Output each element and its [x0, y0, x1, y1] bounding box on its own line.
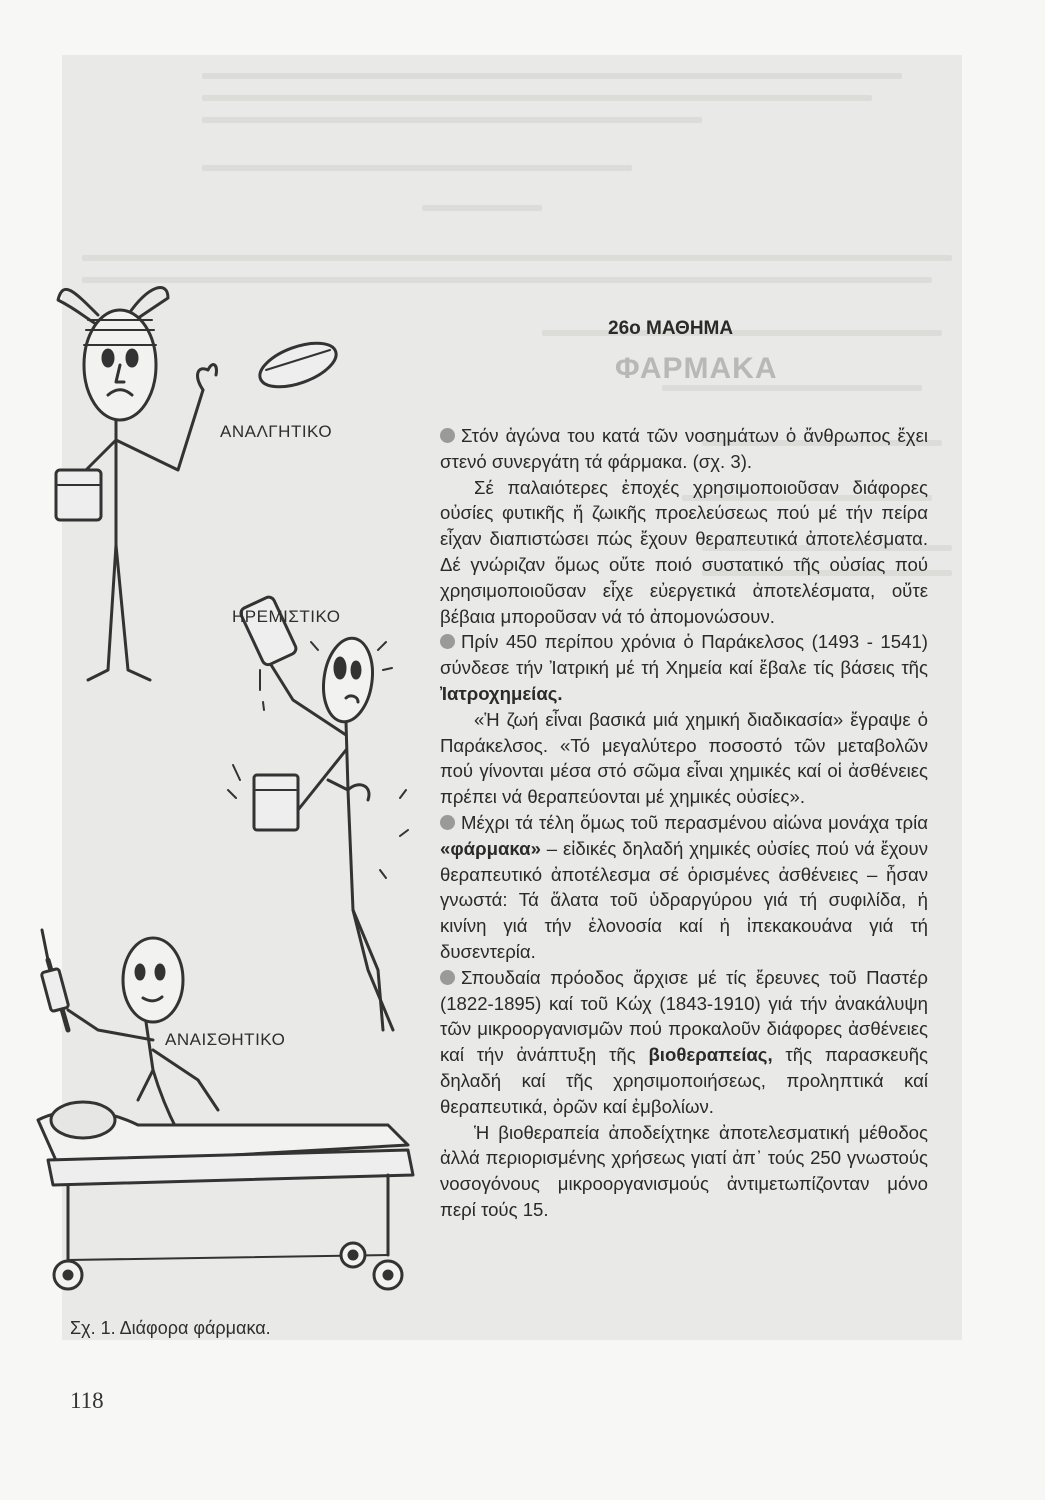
label-sedative: ΗΡΕΜΙΣΤΙΚΟ	[232, 607, 341, 626]
ghost-line	[82, 255, 952, 261]
page-number: 118	[70, 1388, 104, 1413]
label-analgesic: ΑΝΑΛΓΗΤΙΚΟ	[220, 422, 333, 441]
paragraph: Ἡ βιοθεραπεία ἀποδείχτηκε ἀποτελεσματική μέθοδος ἀλλά περιορισμένης χρήσεως γιατί ἀπ᾽ τούς 250 γνωστούς νοσογόνους μικροοργανισμούς ἀντιμετωπίζονταν μόνο περί τούς 15.	[440, 1121, 928, 1220]
bullet-icon	[440, 428, 455, 443]
paragraph: Στόν ἀγώνα του κατά τῶν νοσημάτων ὁ ἄνθρωπος ἔχει στενό συνεργάτη τά φάρμακα. (σχ. 3).	[440, 425, 928, 472]
lesson-title: ΦΑΡΜΑΚΑ	[615, 352, 778, 385]
paragraph: Σπουδαία πρόοδος ἄρχισε μέ τίς ἔρευνες τοῦ Παστέρ (1822-1895) καί τοῦ Κώχ (1843-1910) γιά τήν ἀνακάλυψη τῶν μικροοργανισμῶν πού προκαλοῦν διάφορες ἀσθένειες καί τήν ἀνάπτυξη τῆς βιοθεραπείας, τῆς παρασκευῆς δηλαδή καί τῆς χρησιμοποιήσεως, προληπτικά καί θεραπευτικά, ὀρῶν καί ἐμβολίων.	[440, 966, 928, 1117]
paragraph: Μέχρι τά τέλη ὅμως τοῦ περασμένου αἰώνα μονάχα τρία «φάρμακα» – εἰδικές δηλαδή χημικές οὐσίες πού νά ἔχουν θεραπευτικό ἀποτέλεσμα σέ ὁρισμένες ἀσθένειες – ἦσαν γνωστά: Τά ἅλατα τοῦ ὑδραργύρου γιά τή συφιλίδα, ἡ κινίνη γιά τήν ἑλονοσία καί ἡ ἰπεκακουάνα γιά τή δυσεντερία.	[440, 811, 928, 962]
paragraph: Πρίν 450 περίπου χρόνια ὁ Παράκελσος (1493 - 1541) σύνδεσε τήν Ἰατρική μέ τή Χημεία καί ἔβαλε τίς βάσεις τῆς Ἰατροχημείας.	[440, 631, 928, 704]
body-text	[440, 423, 928, 1223]
bullet-icon	[440, 970, 455, 985]
ghost-line	[202, 95, 872, 101]
anesthetic-figure	[38, 930, 413, 1289]
paragraph: «Ἡ ζωή εἶναι βασικά μιά χημική διαδικασία» ἔγραψε ὁ Παράκελσος. «Τό μεγαλύτερο ποσοστό τῶν μεταβολῶν πού γίνονται μέσα στό σῶμα εἶναι χημικές καί οἱ ἀσθένειες πρέπει νά θεραπεύονται μέ χημικές οὐσίες».	[440, 708, 928, 808]
sedative-figure	[228, 595, 408, 1030]
bullet-icon	[440, 634, 455, 649]
ghost-line	[202, 165, 632, 171]
paragraph: Σέ παλαιότερες ἐποχές χρησιμοποιοῦσαν διάφορες οὐσίες φυτικῆς ἤ ζωικῆς προελεύσεως πού μέ τήν πείρα εἶχαν διαπιστώσει πώς ἔχουν θεραπευτικά ἀποτελέσματα. Δέ γνώριζαν ὅμως οὔτε ποιό συστατικό τῆς οὐσίας πού χρησιμοποιοῦσαν εἶχε εὐεργετικά ἀποτελέσματα, οὔτε βέβαια μποροῦσαν νά τό ἀπομονώσουν.	[440, 476, 928, 627]
figure-caption: Σχ. 1. Διάφορα φάρμακα.	[70, 1318, 271, 1338]
ghost-line	[202, 117, 702, 123]
ghost-line	[542, 330, 942, 336]
ghost-line	[422, 205, 542, 211]
label-anesthetic: ΑΝΑΙΣΘΗΤΙΚΟ	[165, 1030, 286, 1049]
lesson-number: 26ο ΜΑΘΗΜΑ	[608, 318, 734, 339]
ghost-line	[202, 73, 902, 79]
bullet-icon	[440, 815, 455, 830]
